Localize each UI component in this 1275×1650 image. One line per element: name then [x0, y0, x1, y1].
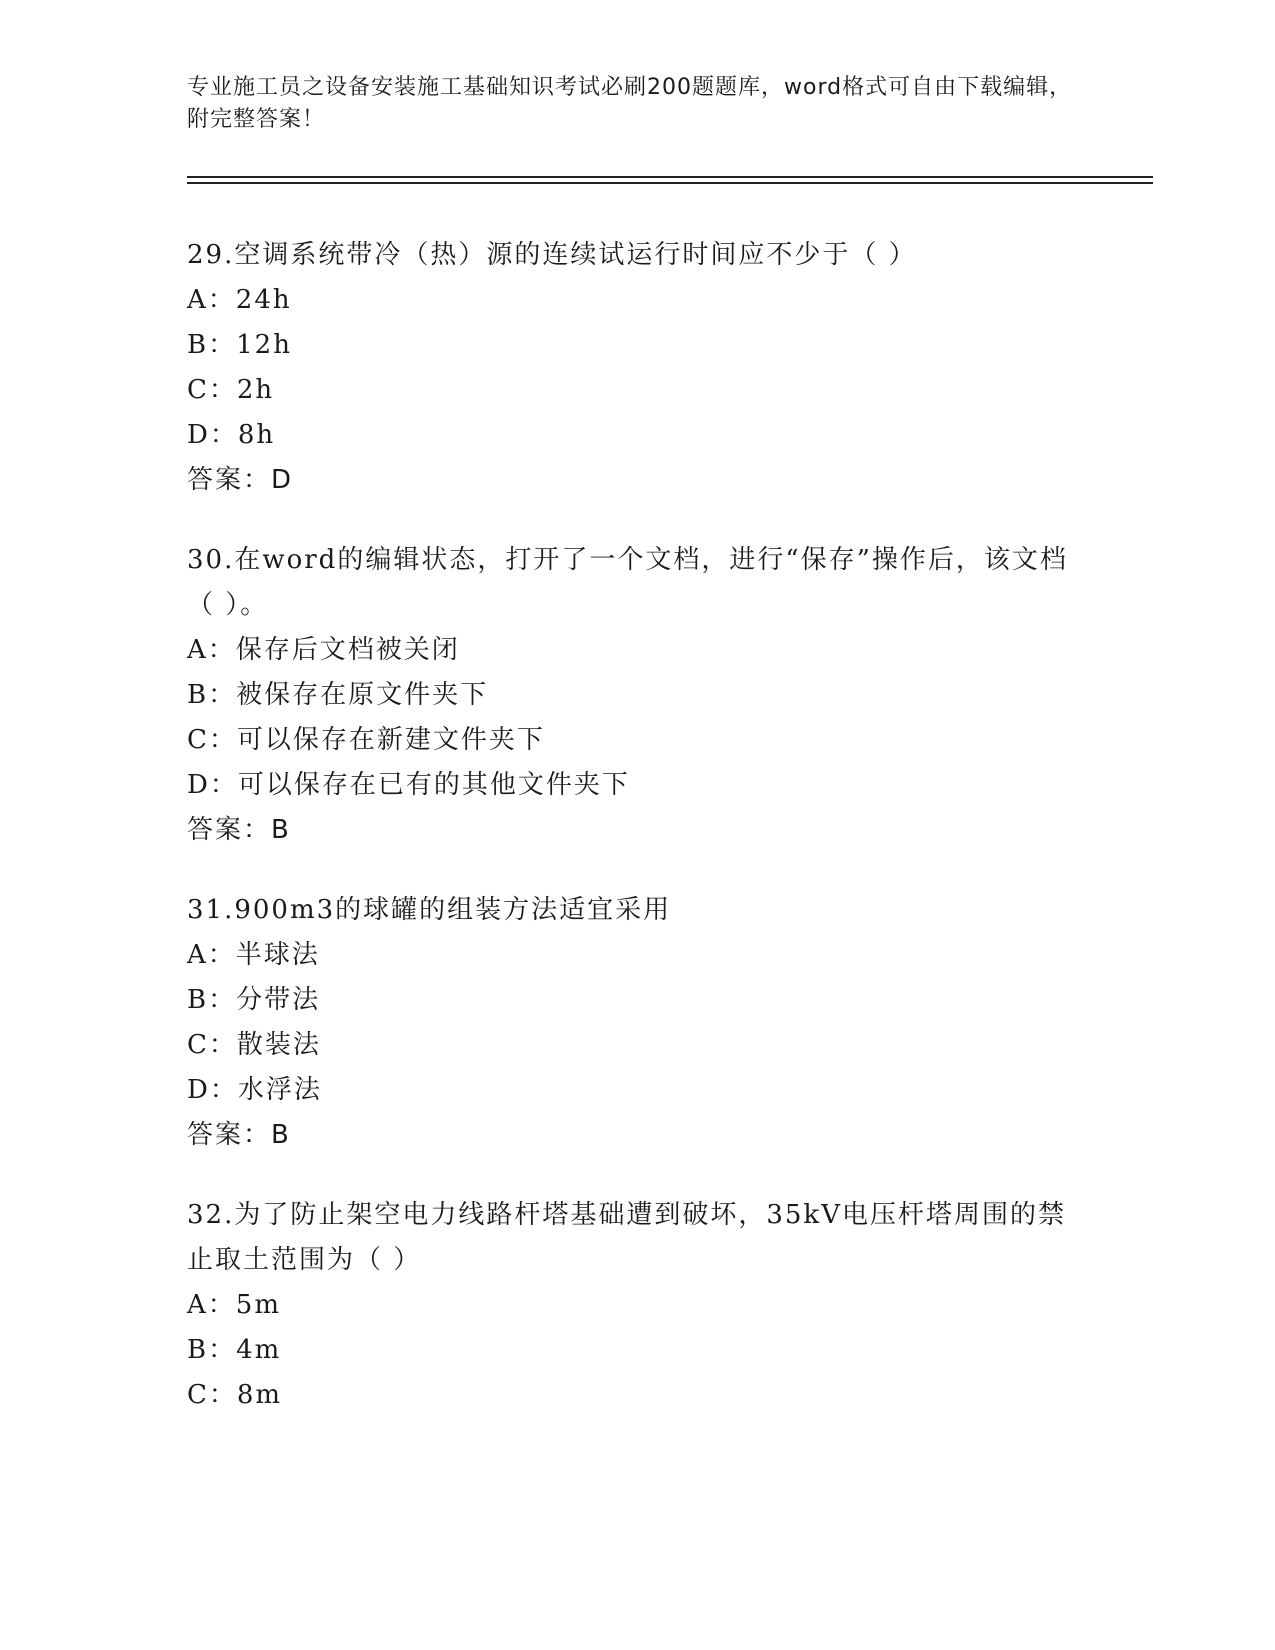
option-c: C：散装法	[187, 1030, 321, 1060]
option-c: C：2h	[187, 375, 275, 405]
option-d: D：可以保存在已有的其他文件夹下	[187, 770, 630, 800]
option-a: A：24h	[187, 285, 292, 315]
option-b: B：被保存在原文件夹下	[187, 680, 489, 710]
question-text: 31.900m3的球罐的组装方法适宜采用	[187, 895, 672, 925]
option-a: A：半球法	[187, 940, 320, 970]
header-divider-second	[187, 182, 1153, 184]
document-header: 专业施工员之设备安装施工基础知识考试必刷200题题库，word格式可自由下载编辑，附完整答案！	[187, 75, 1073, 132]
option-b: B：分带法	[187, 985, 321, 1015]
header-divider	[187, 176, 1153, 178]
question-31	[187, 888, 1087, 1158]
question-29	[187, 233, 1087, 503]
option-b: B：4m	[187, 1335, 282, 1365]
option-c: C：8m	[187, 1380, 283, 1410]
answer-line: 答案：B	[187, 815, 291, 845]
question-32	[187, 1193, 1087, 1418]
option-a: A：保存后文档被关闭	[187, 635, 460, 665]
answer-line: 答案：B	[187, 1120, 291, 1150]
answer-line: 答案：D	[187, 465, 294, 495]
question-text: 30.在word的编辑状态，打开了一个文档，进行“保存”操作后，该文档（ ）。	[187, 545, 1068, 620]
question-text: 32.为了防止架空电力线路杆塔基础遭到破坏，35kV电压杆塔周围的禁止取土范围为（ ）	[187, 1200, 1066, 1275]
option-b: B：12h	[187, 330, 292, 360]
question-text: 29.空调系统带冷（热）源的连续试运行时间应不少于（ ）	[187, 240, 917, 270]
option-d: D：8h	[187, 420, 276, 450]
question-list	[187, 233, 1087, 1453]
question-30	[187, 538, 1087, 853]
option-c: C：可以保存在新建文件夹下	[187, 725, 545, 755]
option-d: D：水浮法	[187, 1075, 322, 1105]
option-a: A：5m	[187, 1290, 281, 1320]
